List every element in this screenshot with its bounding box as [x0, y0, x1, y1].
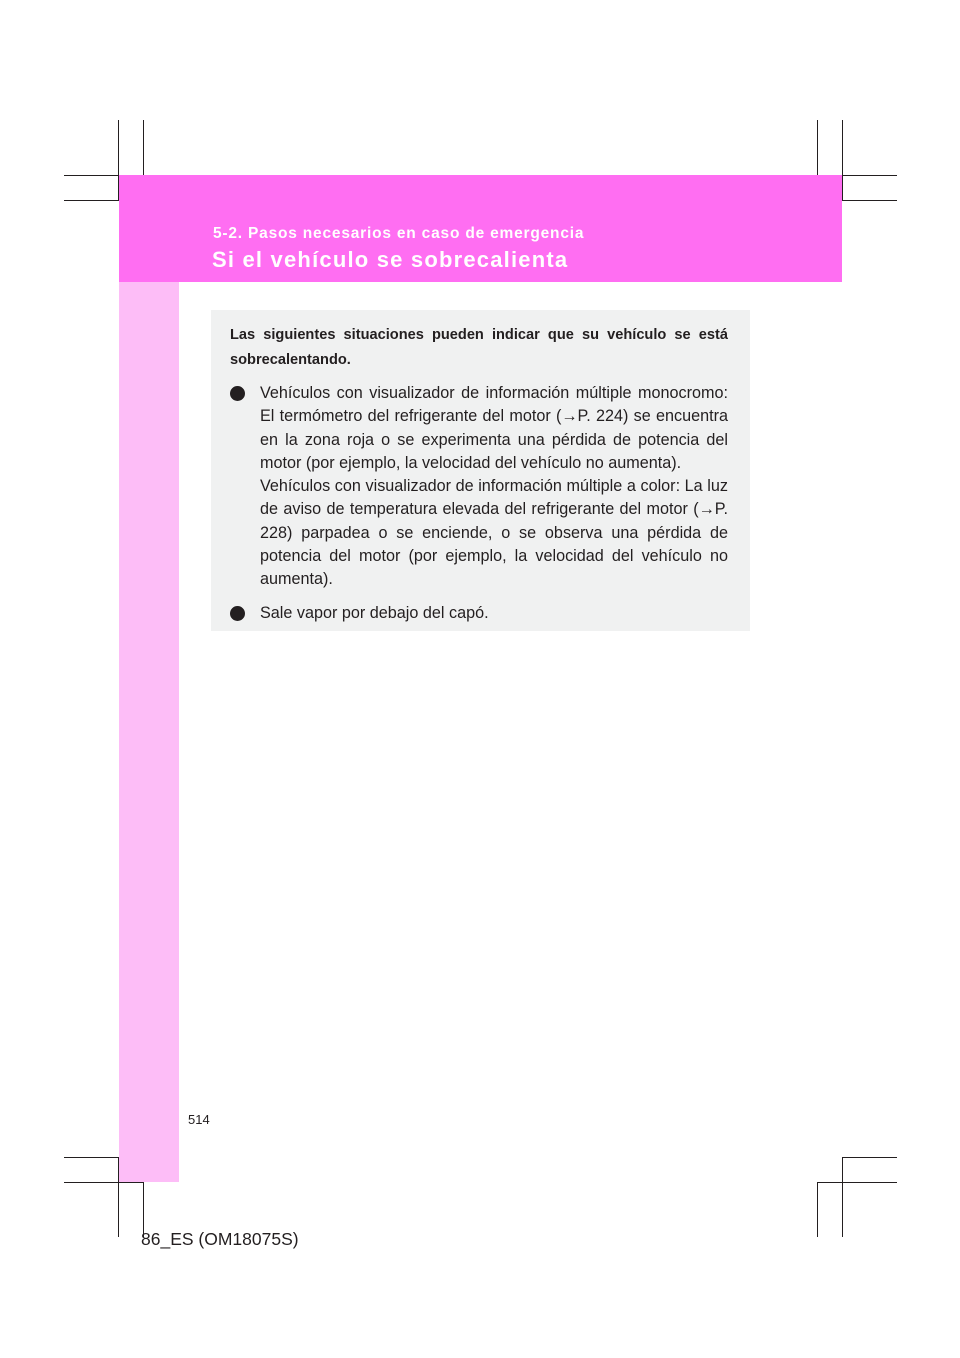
crop-mark — [64, 1182, 144, 1183]
list-item — [230, 382, 728, 592]
crop-mark — [817, 120, 818, 175]
crop-mark — [842, 1157, 897, 1158]
bullet-paragraph: Vehículos con visualizador de información múltiple monocromo: El termómetro del refrigerante del motor (→P. 224) se encuentra en la zona roja o se experimenta una pérdida de potencia del motor (por ejemplo, la velocidad del vehículo no aumenta). — [260, 384, 728, 472]
bullet-paragraph: Vehículos con visualizador de información múltiple a color: La luz de aviso de temperatura elevada del refrigerante del motor (→P. 228) parpadea o se enciende, o se observa una pérdida de potencia del motor (por ejemplo, la velocidad del vehículo no aumenta). — [260, 477, 728, 589]
crop-mark — [64, 200, 119, 201]
bullet-dot-icon — [230, 606, 245, 621]
intro-text: Las siguientes situaciones pueden indicar que su vehículo se está sobrecalentando. — [230, 327, 728, 368]
section-label: 5-2. Pasos necesarios en caso de emergencia — [213, 225, 585, 242]
bullet-dot-icon — [230, 386, 245, 401]
crop-mark — [64, 1157, 119, 1158]
list-item — [230, 602, 728, 625]
document-code: 86_ES (OM18075S) — [141, 1229, 299, 1249]
header-band — [119, 175, 842, 282]
info-box — [211, 310, 750, 631]
page-title: Si el vehículo se sobrecalienta — [212, 247, 569, 272]
crop-mark — [817, 1182, 897, 1183]
crop-mark — [842, 120, 843, 200]
page-number: 514 — [188, 1112, 210, 1127]
crop-mark — [842, 200, 897, 201]
bullet-paragraph: Sale vapor por debajo del capó. — [260, 603, 489, 622]
crop-mark — [817, 1182, 818, 1237]
chapter-side-strip — [119, 282, 179, 1182]
crop-mark — [143, 120, 144, 175]
crop-mark — [842, 1157, 843, 1237]
